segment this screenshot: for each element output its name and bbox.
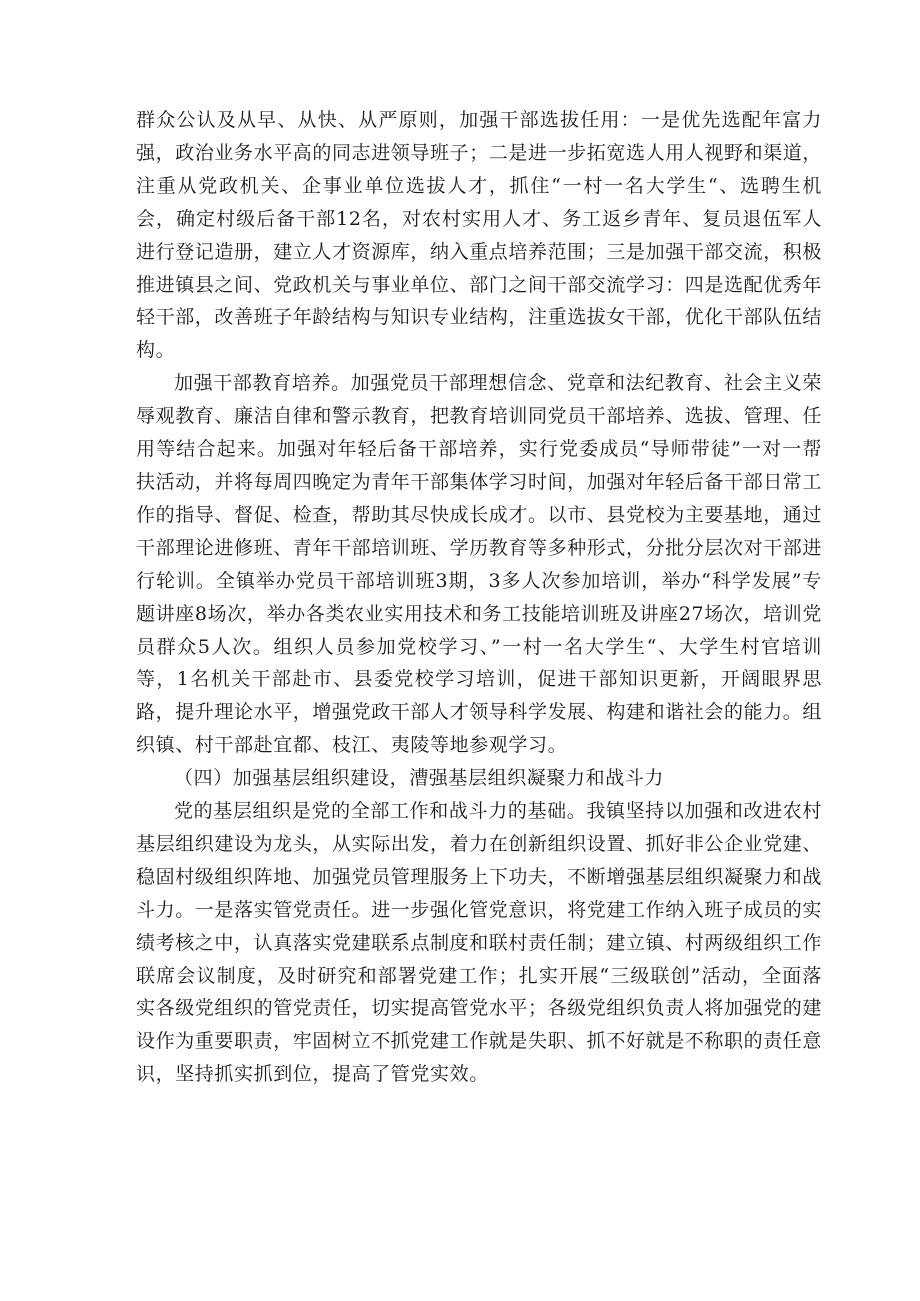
paragraph-cadre-selection: 群众公认及从早、从快、从严原则，加强干部选拔任用：一是优先选配年富力强，政治业务水平高的同志进领导班子；二是进一步拓宽选人用人视野和渠道，注重从党政机关、企事业单位选拔人才，抓住“一村一名大学生“、选聘生机会，确定村级后备干部12名，对农村实用人才、务工返乡青年、复员退伍军人进行登记造册，建立人才资源库，纳入重点培养范围；三是加强干部交流，积极推进镇县之间、党政机关与事业单位、部门之间干部交流学习：四是选配优秀年轻干部，改善班子年龄结构与知识专业结构，注重选拔女干部，优化干部队伍结构。 bbox=[136, 109, 823, 362]
paragraph-grassroots-organization: 党的基层组织是党的全部工作和战斗力的基础。我镇坚持以加强和改进农村基层组织建设为龙头，从实际出发，着力在创新组织设置、抓好非公企业党建、稳固村级组织阵地、加强党员管理服务上下功夫，不断增强基层组织凝聚力和战斗力。一是落实管党责任。进一步强化管党意识，将党建工作纳入班子成员的实绩考核之中，认真落实党建联系点制度和联村责任制；建立镇、村两级组织工作联席会议制度，及时研究和部署党建工作；扎实开展“三级联创”活动，全面落实各级党组织的管党责任，切实提高管党水平；各级党组织负责人将加强党的建设作为重要职责，牢固树立不抓党建工作就是失职、抓不好就是不称职的责任意识，坚持抓实抓到位，提高了管党实效。 bbox=[136, 800, 823, 1086]
document-page bbox=[136, 104, 822, 1091]
section-heading-four: （四）加强基层组织建设，漕强基层组织凝聚力和战斗力 bbox=[174, 767, 665, 790]
paragraph-cadre-training: 加强干部教育培养。加强党员干部理想信念、党章和法纪教育、社会主义荣辱观教育、廉洁自律和警示教育，把教育培训同党员干部培养、选拔、管理、任用等结合起来。加强对年轻后备干部培养，实行党委成员“导师带徒”一对一帮扶活动，并将每周四晚定为青年干部集体学习时间，加强对年轻后备干部日常工作的指导、督促、检查，帮助其尽快成长成才。以市、县党校为主要基地，通过干部理论进修班、青年干部培训班、学历教育等多种形式，分批分层次对干部进行轮训。全镇举办党员干部培训班3期，3多人次参加培训，举办“科学发展”专题讲座8场次，举办各类农业实用技术和务工技能培训班及讲座27场次，培训党员群众5人次。组织人员参加党校学习、”一村一名大学生“、大学生村官培训等，1名机关干部赴市、县委党校学习培训，促进干部知识更新，开阔眼界思路，提升理论水平，增强党政干部人才领导科学发展、构建和谐社会的能力。组织镇、村干部赴宜都、枝江、夷陵等地参观学习。 bbox=[136, 372, 823, 757]
